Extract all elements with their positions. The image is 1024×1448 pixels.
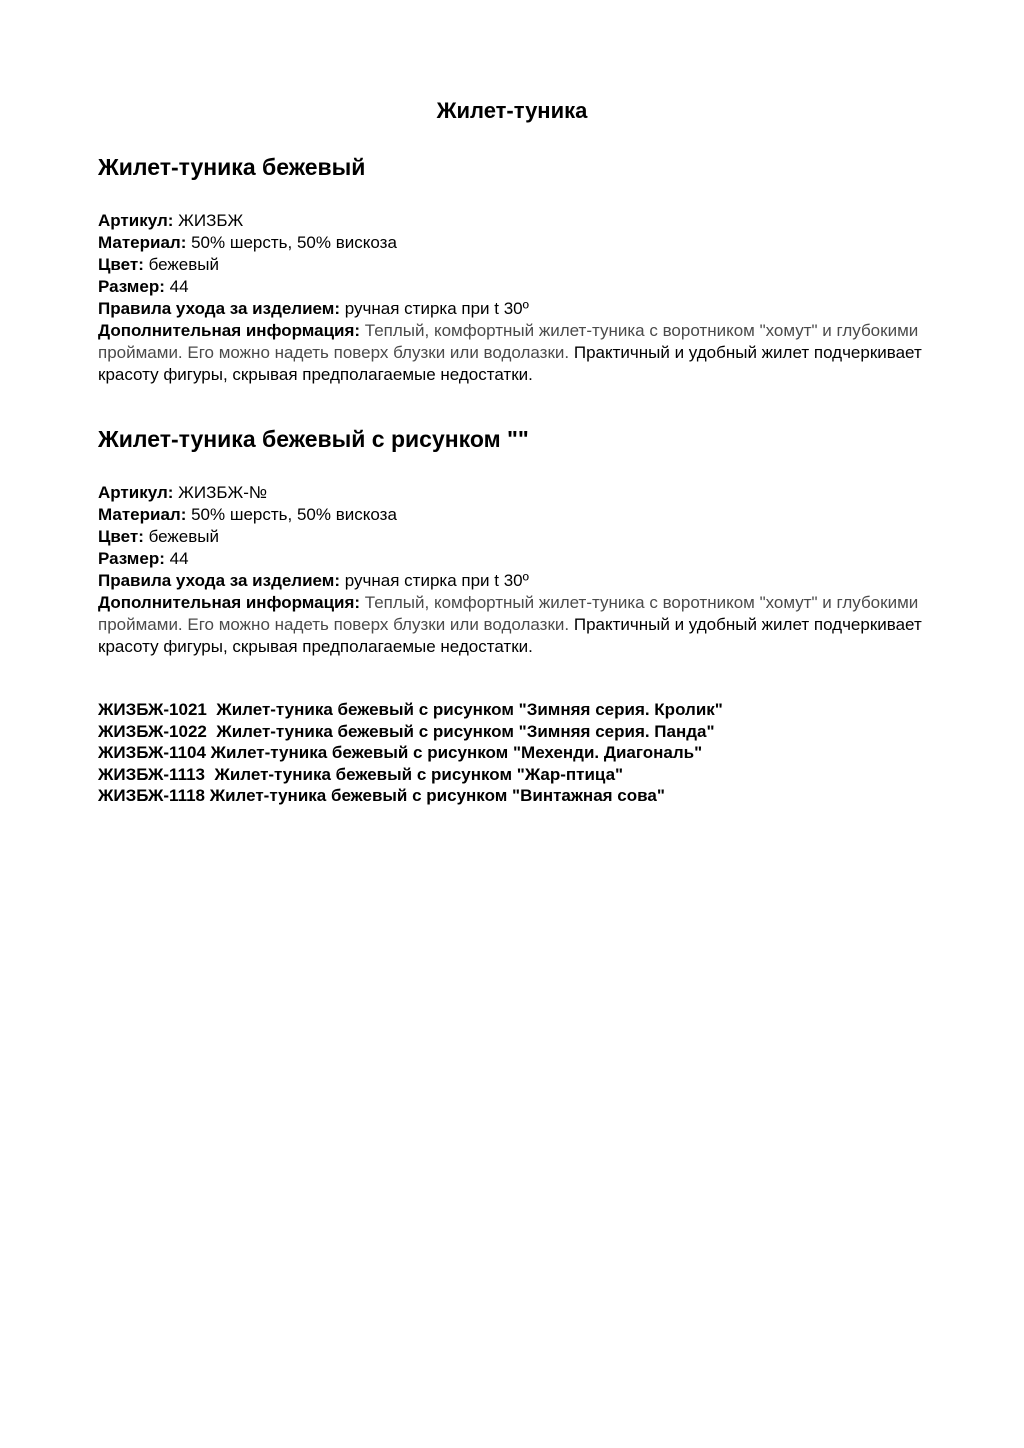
field-value: 44	[169, 549, 189, 568]
field-label: Размер:	[98, 277, 165, 296]
variant-code: ЖИЗБЖ-1118	[98, 786, 205, 805]
field-value: ЖИЗБЖ	[178, 211, 244, 230]
field-label: Артикул:	[98, 211, 174, 230]
field-value: 50% шерсть, 50% вискоза	[191, 505, 397, 524]
info-description-continued: Практичный и удобный жилет подчеркивает красоту фигуры, скрывая предполагаемые недостатки.	[98, 343, 922, 384]
field-care	[98, 570, 938, 592]
field-info	[98, 320, 938, 386]
field-material	[98, 232, 938, 254]
field-article	[98, 482, 938, 504]
info-description: Теплый, комфортный жилет-туника с воротником "хомут" и глубокими проймами. Его можно надеть поверх блузки или водолазки.	[98, 321, 919, 362]
variant-item	[98, 742, 938, 764]
field-care	[98, 298, 938, 320]
variant-list	[98, 699, 938, 807]
variant-name: Жилет-туника бежевый с рисунком "Мехенди. Диагональ"	[210, 743, 703, 762]
field-size	[98, 548, 938, 570]
field-value: ручная стирка при t 30º	[344, 571, 529, 590]
product-section-plain	[98, 152, 938, 386]
variant-name: Жилет-туника бежевый с рисунком "Винтажная сова"	[209, 786, 665, 805]
field-label: Дополнительная информация:	[98, 593, 361, 612]
variant-item	[98, 721, 938, 743]
variant-code: ЖИЗБЖ-1021	[98, 700, 207, 719]
variant-name: Жилет-туника бежевый с рисунком "Жар-птица"	[214, 764, 624, 784]
variant-item	[98, 764, 938, 786]
variant-name: Жилет-туника бежевый с рисунком "Зимняя серия. Панда"	[216, 721, 715, 741]
info-description: Теплый, комфортный жилет-туника с воротником "хомут" и глубокими проймами. Его можно надеть поверх блузки или водолазки.	[98, 593, 919, 634]
field-value: ручная стирка при t 30º	[344, 299, 529, 318]
field-label: Размер:	[98, 549, 165, 568]
field-value: бежевый	[148, 255, 219, 274]
product-fields	[98, 210, 938, 386]
product-title: Жилет-туника бежевый с рисунком ""	[98, 426, 529, 452]
field-label: Цвет:	[98, 527, 144, 546]
field-label: Цвет:	[98, 255, 144, 274]
info-description-continued: Практичный и удобный жилет подчеркивает красоту фигуры, скрывая предполагаемые недостатки.	[98, 615, 922, 656]
product-title: Жилет-туника бежевый	[98, 154, 366, 180]
variant-code: ЖИЗБЖ-1022	[98, 721, 207, 741]
field-label: Материал:	[98, 233, 187, 252]
variant-item	[98, 785, 938, 807]
field-label: Дополнительная информация:	[98, 321, 361, 340]
field-color	[98, 526, 938, 548]
field-value: бежевый	[148, 527, 219, 546]
document-title: Жилет-туника	[436, 98, 588, 123]
field-label: Правила ухода за изделием:	[98, 571, 341, 590]
product-section-pattern	[98, 424, 938, 658]
field-label: Материал:	[98, 505, 187, 524]
variant-code: ЖИЗБЖ-1113	[98, 764, 205, 784]
variant-name: Жилет-туника бежевый с рисунком "Зимняя серия. Кролик"	[216, 700, 723, 719]
field-label: Артикул:	[98, 483, 174, 502]
product-fields	[98, 482, 938, 658]
field-label: Правила ухода за изделием:	[98, 299, 341, 318]
field-info	[98, 592, 938, 658]
field-article	[98, 210, 938, 232]
field-color	[98, 254, 938, 276]
field-value: 50% шерсть, 50% вискоза	[191, 233, 397, 252]
field-value: 44	[169, 277, 189, 296]
variant-item	[98, 699, 938, 721]
field-value: ЖИЗБЖ-№	[178, 483, 268, 502]
variant-code: ЖИЗБЖ-1104	[98, 743, 206, 762]
field-material	[98, 504, 938, 526]
field-size	[98, 276, 938, 298]
